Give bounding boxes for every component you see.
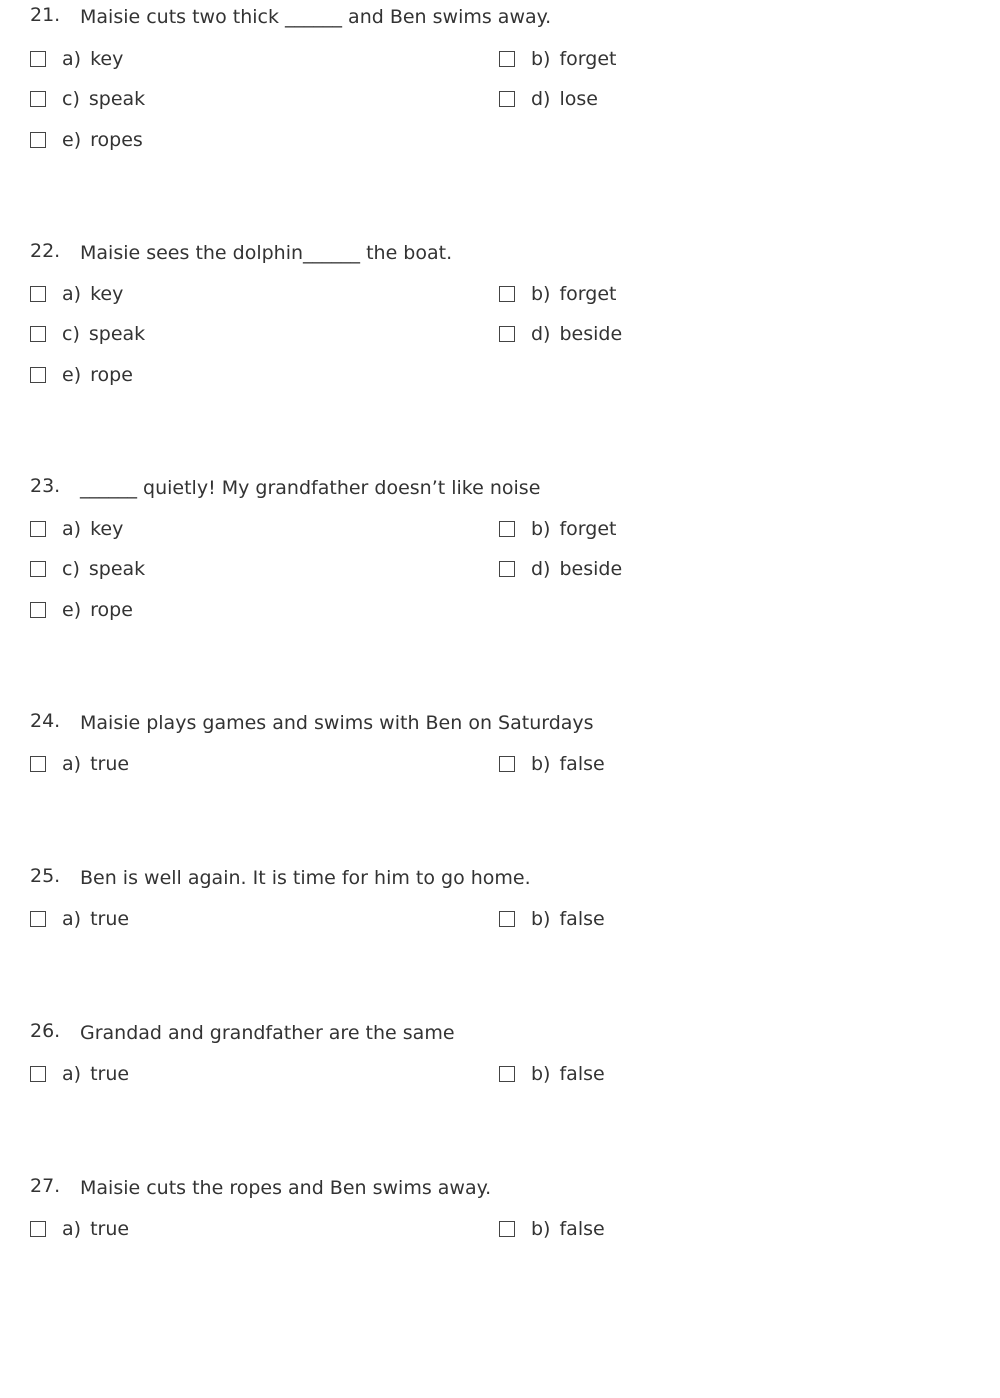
option-letter: c) — [62, 558, 80, 580]
question-number: 27. — [30, 1175, 61, 1197]
question-number: 26. — [30, 1020, 61, 1042]
option-text: beside — [559, 323, 623, 345]
option-letter: a) — [62, 518, 82, 540]
option-b[interactable] — [499, 514, 616, 544]
question-number: 22. — [30, 240, 61, 262]
option-letter: d) — [531, 88, 551, 110]
checkbox-icon[interactable] — [499, 1221, 515, 1237]
checkbox-icon[interactable] — [30, 1066, 46, 1082]
option-c[interactable] — [30, 319, 145, 349]
question-header — [30, 236, 990, 266]
question-text: Grandad and grandfather are the same — [80, 1022, 455, 1044]
question-header — [30, 471, 990, 501]
option-letter: b) — [531, 753, 551, 775]
option-b[interactable] — [499, 749, 605, 779]
option-letter: b) — [531, 518, 551, 540]
question-header — [30, 0, 990, 30]
checkbox-icon[interactable] — [30, 756, 46, 772]
checkbox-icon[interactable] — [499, 911, 515, 927]
option-text: speak — [88, 323, 146, 345]
checkbox-icon[interactable] — [30, 132, 46, 148]
question-header — [30, 706, 990, 736]
option-text: true — [90, 753, 130, 775]
option-text: false — [559, 753, 605, 775]
checkbox-icon[interactable] — [499, 756, 515, 772]
question-text: Maisie cuts the ropes and Ben swims away. — [80, 1177, 492, 1199]
question-number: 24. — [30, 710, 61, 732]
option-a[interactable] — [30, 1059, 129, 1089]
option-d[interactable] — [499, 319, 622, 349]
question-number: 23. — [30, 475, 61, 497]
option-text: key — [90, 283, 124, 305]
checkbox-icon[interactable] — [30, 521, 46, 537]
question-header — [30, 1171, 990, 1201]
option-text: false — [559, 1218, 605, 1240]
option-letter: a) — [62, 753, 82, 775]
option-letter: b) — [531, 1218, 551, 1240]
option-letter: a) — [62, 283, 82, 305]
option-b[interactable] — [499, 1214, 605, 1244]
question-text: Ben is well again. It is time for him to go home. — [80, 867, 531, 889]
option-letter: a) — [62, 908, 82, 930]
option-text: true — [90, 908, 130, 930]
option-text: beside — [559, 558, 623, 580]
option-text: speak — [88, 88, 146, 110]
question-text: ______ quietly! My grandfather doesn’t like noise — [80, 477, 541, 499]
option-letter: b) — [531, 283, 551, 305]
option-e[interactable] — [30, 360, 133, 390]
option-letter: c) — [62, 323, 80, 345]
checkbox-icon[interactable] — [499, 326, 515, 342]
option-b[interactable] — [499, 904, 605, 934]
option-d[interactable] — [499, 84, 598, 114]
question-header — [30, 861, 990, 891]
option-b[interactable] — [499, 279, 616, 309]
option-text: ropes — [90, 129, 143, 151]
checkbox-icon[interactable] — [30, 602, 46, 618]
option-text: true — [90, 1063, 130, 1085]
checkbox-icon[interactable] — [499, 51, 515, 67]
checkbox-icon[interactable] — [499, 286, 515, 302]
option-text: false — [559, 1063, 605, 1085]
option-text: lose — [559, 88, 598, 110]
option-letter: c) — [62, 88, 80, 110]
option-text: key — [90, 518, 124, 540]
option-letter: a) — [62, 1218, 82, 1240]
checkbox-icon[interactable] — [499, 91, 515, 107]
option-e[interactable] — [30, 125, 143, 155]
checkbox-icon[interactable] — [30, 561, 46, 577]
checkbox-icon[interactable] — [30, 286, 46, 302]
option-text: false — [559, 908, 605, 930]
option-a[interactable] — [30, 1214, 129, 1244]
option-text: rope — [90, 364, 133, 386]
checkbox-icon[interactable] — [30, 326, 46, 342]
option-letter: b) — [531, 48, 551, 70]
option-letter: e) — [62, 599, 82, 621]
option-a[interactable] — [30, 514, 123, 544]
question-number: 25. — [30, 865, 61, 887]
option-letter: e) — [62, 364, 82, 386]
checkbox-icon[interactable] — [499, 521, 515, 537]
question-text: Maisie plays games and swims with Ben on Saturdays — [80, 712, 594, 734]
option-letter: b) — [531, 908, 551, 930]
checkbox-icon[interactable] — [499, 1066, 515, 1082]
option-a[interactable] — [30, 44, 123, 74]
checkbox-icon[interactable] — [30, 91, 46, 107]
checkbox-icon[interactable] — [30, 1221, 46, 1237]
option-text: key — [90, 48, 124, 70]
checkbox-icon[interactable] — [499, 561, 515, 577]
option-text: rope — [90, 599, 133, 621]
option-letter: b) — [531, 1063, 551, 1085]
question-text: Maisie cuts two thick ______ and Ben swims away. — [80, 6, 552, 28]
option-text: forget — [559, 283, 617, 305]
option-d[interactable] — [499, 554, 622, 584]
option-b[interactable] — [499, 44, 616, 74]
option-text: true — [90, 1218, 130, 1240]
option-letter: a) — [62, 48, 82, 70]
option-a[interactable] — [30, 749, 129, 779]
question-text: Maisie sees the dolphin______ the boat. — [80, 242, 453, 264]
option-letter: e) — [62, 129, 82, 151]
option-text: speak — [88, 558, 146, 580]
checkbox-icon[interactable] — [30, 367, 46, 383]
option-e[interactable] — [30, 595, 133, 625]
question-header — [30, 1016, 990, 1046]
option-a[interactable] — [30, 904, 129, 934]
option-text: forget — [559, 48, 617, 70]
option-letter: d) — [531, 323, 551, 345]
checkbox-icon[interactable] — [30, 911, 46, 927]
option-b[interactable] — [499, 1059, 605, 1089]
question-number: 21. — [30, 4, 61, 26]
option-letter: a) — [62, 1063, 82, 1085]
option-text: forget — [559, 518, 617, 540]
checkbox-icon[interactable] — [30, 51, 46, 67]
option-letter: d) — [531, 558, 551, 580]
option-c[interactable] — [30, 84, 145, 114]
option-c[interactable] — [30, 554, 145, 584]
option-a[interactable] — [30, 279, 123, 309]
